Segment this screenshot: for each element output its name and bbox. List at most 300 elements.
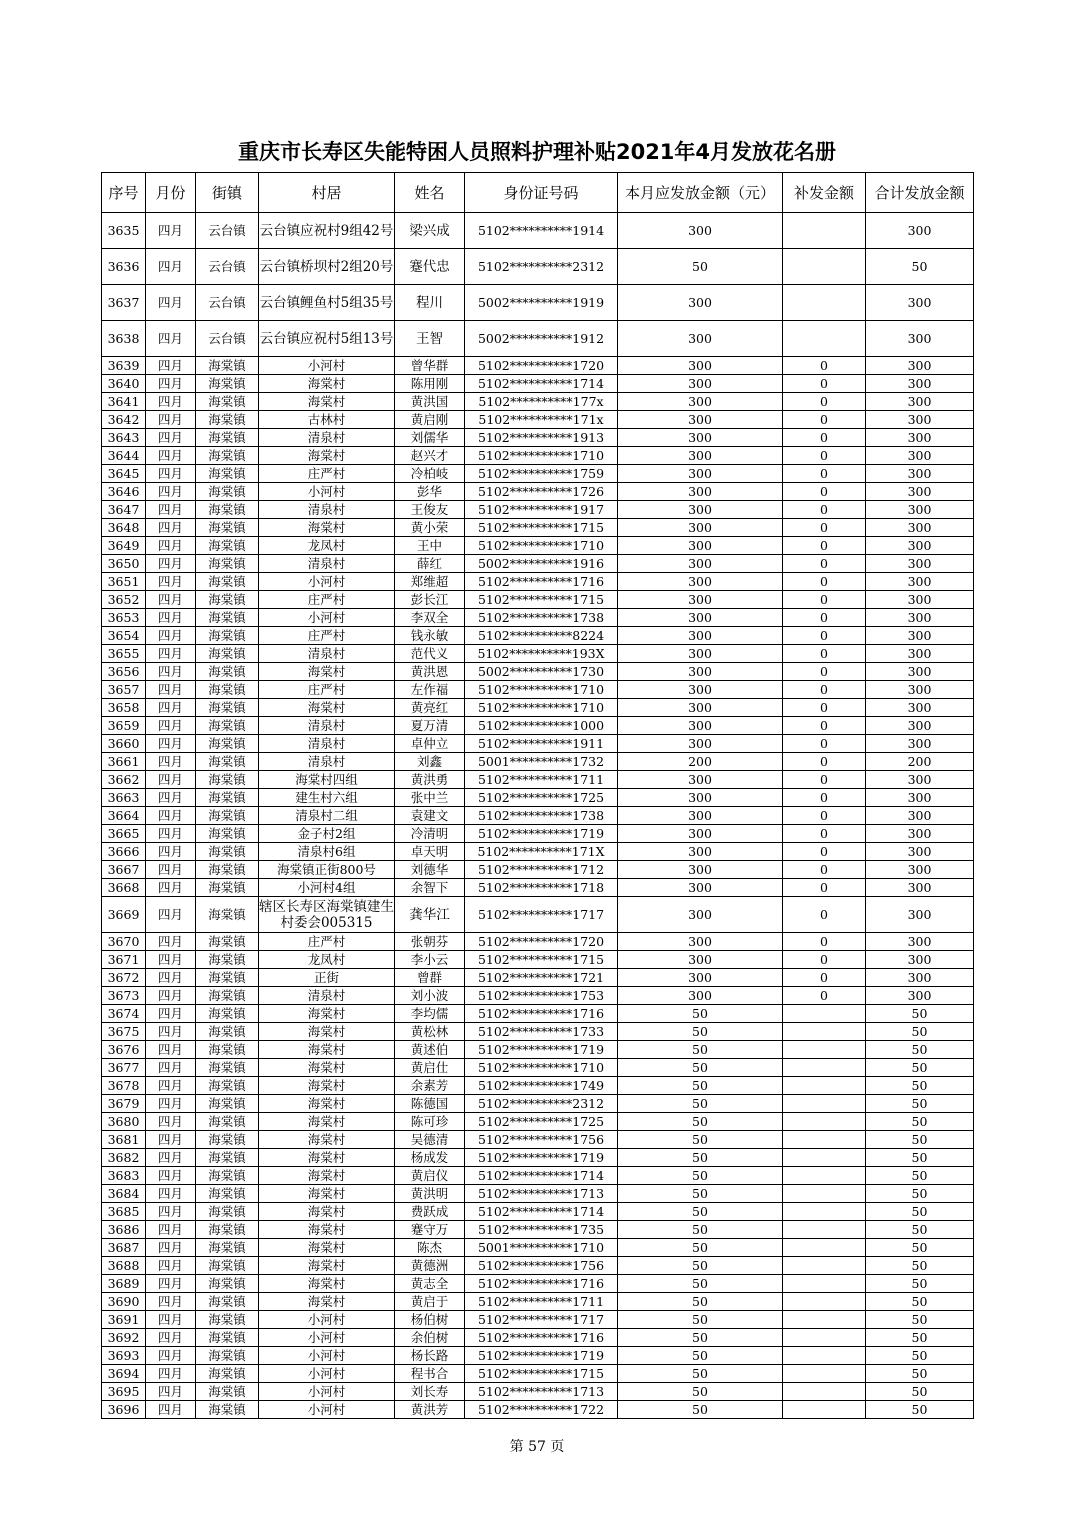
table-row xyxy=(102,1329,974,1347)
cell-amount: 300 xyxy=(618,357,783,375)
cell-month: 四月 xyxy=(146,897,196,933)
cell-month: 四月 xyxy=(146,645,196,663)
cell-town: 海棠镇 xyxy=(196,1041,259,1059)
cell-id: 5102**********1759 xyxy=(465,465,618,483)
cell-amount: 300 xyxy=(618,951,783,969)
cell-town: 海棠镇 xyxy=(196,1131,259,1149)
cell-total: 50 xyxy=(866,1239,974,1257)
cell-village: 庄严村 xyxy=(259,591,395,609)
table-row xyxy=(102,645,974,663)
cell-town: 海棠镇 xyxy=(196,807,259,825)
cell-total: 50 xyxy=(866,1059,974,1077)
cell-total: 300 xyxy=(866,411,974,429)
cell-town: 海棠镇 xyxy=(196,591,259,609)
cell-seq: 3650 xyxy=(102,555,146,573)
cell-supplement xyxy=(783,1023,866,1041)
table-row xyxy=(102,1257,974,1275)
cell-name: 范代义 xyxy=(395,645,465,663)
cell-village: 海棠镇正街800号 xyxy=(259,861,395,879)
cell-month: 四月 xyxy=(146,1365,196,1383)
table-row xyxy=(102,1041,974,1059)
cell-town: 海棠镇 xyxy=(196,465,259,483)
cell-month: 四月 xyxy=(146,411,196,429)
cell-seq: 3671 xyxy=(102,951,146,969)
cell-total: 300 xyxy=(866,879,974,897)
cell-month: 四月 xyxy=(146,285,196,321)
cell-name: 钱永敏 xyxy=(395,627,465,645)
header-supplement: 补发金额 xyxy=(783,173,866,213)
cell-total: 50 xyxy=(866,1203,974,1221)
cell-total: 300 xyxy=(866,393,974,411)
cell-supplement xyxy=(783,1203,866,1221)
table-row xyxy=(102,393,974,411)
cell-village: 小河村 xyxy=(259,573,395,591)
cell-town: 海棠镇 xyxy=(196,897,259,933)
cell-amount: 50 xyxy=(618,1113,783,1131)
cell-month: 四月 xyxy=(146,951,196,969)
cell-month: 四月 xyxy=(146,771,196,789)
cell-name: 杨长路 xyxy=(395,1347,465,1365)
table-row xyxy=(102,1131,974,1149)
cell-supplement xyxy=(783,1041,866,1059)
cell-supplement xyxy=(783,1257,866,1275)
cell-month: 四月 xyxy=(146,717,196,735)
cell-seq: 3675 xyxy=(102,1023,146,1041)
cell-month: 四月 xyxy=(146,1329,196,1347)
cell-id: 5102**********1725 xyxy=(465,789,618,807)
cell-name: 黄洪国 xyxy=(395,393,465,411)
cell-supplement: 0 xyxy=(783,843,866,861)
cell-amount: 50 xyxy=(618,249,783,285)
cell-supplement: 0 xyxy=(783,681,866,699)
cell-amount: 300 xyxy=(618,537,783,555)
cell-month: 四月 xyxy=(146,1077,196,1095)
cell-name: 郑维超 xyxy=(395,573,465,591)
cell-name: 黄洪明 xyxy=(395,1185,465,1203)
cell-id: 5102**********1911 xyxy=(465,735,618,753)
cell-month: 四月 xyxy=(146,393,196,411)
cell-id: 5102**********1720 xyxy=(465,933,618,951)
cell-village: 小河村 xyxy=(259,357,395,375)
cell-seq: 3674 xyxy=(102,1005,146,1023)
table-row xyxy=(102,591,974,609)
cell-seq: 3663 xyxy=(102,789,146,807)
cell-amount: 300 xyxy=(618,645,783,663)
cell-month: 四月 xyxy=(146,1239,196,1257)
cell-town: 海棠镇 xyxy=(196,429,259,447)
cell-name: 曾群 xyxy=(395,969,465,987)
cell-total: 300 xyxy=(866,897,974,933)
cell-village: 海棠村 xyxy=(259,1041,395,1059)
cell-total: 300 xyxy=(866,537,974,555)
cell-month: 四月 xyxy=(146,1257,196,1275)
table-row xyxy=(102,429,974,447)
cell-id: 5102**********1719 xyxy=(465,1041,618,1059)
cell-supplement: 0 xyxy=(783,771,866,789)
cell-name: 刘德华 xyxy=(395,861,465,879)
cell-id: 5002**********1912 xyxy=(465,321,618,357)
cell-month: 四月 xyxy=(146,663,196,681)
cell-id: 5102**********1719 xyxy=(465,1149,618,1167)
cell-seq: 3685 xyxy=(102,1203,146,1221)
cell-month: 四月 xyxy=(146,735,196,753)
cell-village: 庄严村 xyxy=(259,465,395,483)
cell-town: 海棠镇 xyxy=(196,1059,259,1077)
cell-id: 5102**********1719 xyxy=(465,825,618,843)
cell-seq: 3693 xyxy=(102,1347,146,1365)
cell-amount: 300 xyxy=(618,321,783,357)
cell-name: 陈杰 xyxy=(395,1239,465,1257)
cell-amount: 50 xyxy=(618,1239,783,1257)
cell-town: 海棠镇 xyxy=(196,951,259,969)
cell-seq: 3638 xyxy=(102,321,146,357)
table-row xyxy=(102,249,974,285)
cell-amount: 50 xyxy=(618,1131,783,1149)
cell-village: 海棠村 xyxy=(259,1203,395,1221)
cell-town: 海棠镇 xyxy=(196,1185,259,1203)
cell-town: 海棠镇 xyxy=(196,1167,259,1185)
cell-supplement: 0 xyxy=(783,447,866,465)
cell-total: 50 xyxy=(866,1041,974,1059)
cell-village: 海棠村 xyxy=(259,699,395,717)
cell-village: 海棠村 xyxy=(259,1275,395,1293)
table-row xyxy=(102,1221,974,1239)
cell-month: 四月 xyxy=(146,429,196,447)
cell-seq: 3680 xyxy=(102,1113,146,1131)
table-row xyxy=(102,357,974,375)
cell-supplement: 0 xyxy=(783,717,866,735)
cell-supplement: 0 xyxy=(783,429,866,447)
cell-name: 黄启于 xyxy=(395,1293,465,1311)
cell-name: 杨成发 xyxy=(395,1149,465,1167)
table-row xyxy=(102,1383,974,1401)
cell-amount: 50 xyxy=(618,1221,783,1239)
cell-amount: 300 xyxy=(618,735,783,753)
cell-amount: 300 xyxy=(618,699,783,717)
cell-name: 李双全 xyxy=(395,609,465,627)
cell-supplement xyxy=(783,1005,866,1023)
table-row xyxy=(102,807,974,825)
cell-village: 清泉村6组 xyxy=(259,843,395,861)
cell-seq: 3654 xyxy=(102,627,146,645)
cell-total: 50 xyxy=(866,1185,974,1203)
cell-id: 5102**********1713 xyxy=(465,1185,618,1203)
table-row xyxy=(102,843,974,861)
cell-month: 四月 xyxy=(146,807,196,825)
cell-name: 余智下 xyxy=(395,879,465,897)
table-row xyxy=(102,447,974,465)
cell-amount: 300 xyxy=(618,285,783,321)
cell-town: 海棠镇 xyxy=(196,483,259,501)
cell-month: 四月 xyxy=(146,1221,196,1239)
cell-seq: 3645 xyxy=(102,465,146,483)
cell-seq: 3642 xyxy=(102,411,146,429)
cell-amount: 300 xyxy=(618,861,783,879)
table-row xyxy=(102,1401,974,1419)
header-row xyxy=(102,173,974,213)
cell-amount: 300 xyxy=(618,825,783,843)
cell-supplement: 0 xyxy=(783,789,866,807)
cell-name: 袁建文 xyxy=(395,807,465,825)
cell-seq: 3673 xyxy=(102,987,146,1005)
cell-supplement: 0 xyxy=(783,411,866,429)
cell-amount: 300 xyxy=(618,609,783,627)
table-row xyxy=(102,969,974,987)
cell-total: 300 xyxy=(866,591,974,609)
table-row xyxy=(102,735,974,753)
cell-village: 云台镇桥坝村2组20号 xyxy=(259,249,395,285)
cell-village: 云台镇应祝村9组42号 xyxy=(259,213,395,249)
cell-town: 海棠镇 xyxy=(196,663,259,681)
cell-total: 50 xyxy=(866,1023,974,1041)
cell-amount: 300 xyxy=(618,573,783,591)
cell-total: 50 xyxy=(866,1329,974,1347)
cell-name: 张中兰 xyxy=(395,789,465,807)
cell-seq: 3665 xyxy=(102,825,146,843)
cell-month: 四月 xyxy=(146,447,196,465)
cell-month: 四月 xyxy=(146,519,196,537)
cell-month: 四月 xyxy=(146,843,196,861)
cell-village: 清泉村 xyxy=(259,717,395,735)
cell-id: 5102**********177x xyxy=(465,393,618,411)
cell-month: 四月 xyxy=(146,1311,196,1329)
cell-name: 李小云 xyxy=(395,951,465,969)
cell-village: 庄严村 xyxy=(259,933,395,951)
cell-total: 300 xyxy=(866,609,974,627)
cell-name: 黄松林 xyxy=(395,1023,465,1041)
cell-id: 5102**********1714 xyxy=(465,1203,618,1221)
cell-supplement: 0 xyxy=(783,609,866,627)
cell-town: 海棠镇 xyxy=(196,393,259,411)
cell-name: 冷清明 xyxy=(395,825,465,843)
table-row xyxy=(102,663,974,681)
cell-supplement xyxy=(783,1167,866,1185)
cell-amount: 300 xyxy=(618,879,783,897)
cell-amount: 300 xyxy=(618,483,783,501)
cell-amount: 300 xyxy=(618,969,783,987)
page-number: 第 57 页 xyxy=(509,1439,565,1455)
cell-name: 费跃成 xyxy=(395,1203,465,1221)
cell-amount: 50 xyxy=(618,1329,783,1347)
cell-month: 四月 xyxy=(146,321,196,357)
table-row xyxy=(102,951,974,969)
cell-total: 50 xyxy=(866,1383,974,1401)
cell-town: 海棠镇 xyxy=(196,789,259,807)
cell-village: 清泉村 xyxy=(259,645,395,663)
cell-town: 海棠镇 xyxy=(196,735,259,753)
cell-id: 5102**********1714 xyxy=(465,1167,618,1185)
cell-name: 刘小波 xyxy=(395,987,465,1005)
cell-supplement: 0 xyxy=(783,501,866,519)
cell-month: 四月 xyxy=(146,1275,196,1293)
cell-supplement: 0 xyxy=(783,861,866,879)
cell-id: 5102**********1726 xyxy=(465,483,618,501)
cell-village: 海棠村 xyxy=(259,1185,395,1203)
cell-total: 300 xyxy=(866,699,974,717)
cell-village: 清泉村 xyxy=(259,987,395,1005)
cell-seq: 3670 xyxy=(102,933,146,951)
cell-village: 清泉村二组 xyxy=(259,807,395,825)
cell-name: 卓仲立 xyxy=(395,735,465,753)
table-row xyxy=(102,771,974,789)
table-row xyxy=(102,699,974,717)
cell-total: 300 xyxy=(866,933,974,951)
table-row xyxy=(102,933,974,951)
cell-village: 小河村 xyxy=(259,1347,395,1365)
cell-amount: 300 xyxy=(618,627,783,645)
cell-month: 四月 xyxy=(146,861,196,879)
cell-village: 古林村 xyxy=(259,411,395,429)
cell-month: 四月 xyxy=(146,933,196,951)
cell-name: 王中 xyxy=(395,537,465,555)
cell-seq: 3696 xyxy=(102,1401,146,1419)
cell-supplement: 0 xyxy=(783,987,866,1005)
cell-supplement xyxy=(783,1365,866,1383)
cell-id: 5102**********1720 xyxy=(465,357,618,375)
cell-supplement xyxy=(783,1149,866,1167)
cell-id: 5102**********193X xyxy=(465,645,618,663)
cell-town: 海棠镇 xyxy=(196,681,259,699)
cell-id: 5102**********1914 xyxy=(465,213,618,249)
cell-supplement xyxy=(783,1293,866,1311)
cell-total: 300 xyxy=(866,429,974,447)
table-row xyxy=(102,717,974,735)
cell-total: 50 xyxy=(866,1221,974,1239)
cell-name: 李均儒 xyxy=(395,1005,465,1023)
table-row xyxy=(102,1167,974,1185)
cell-month: 四月 xyxy=(146,483,196,501)
cell-name: 刘儒华 xyxy=(395,429,465,447)
cell-month: 四月 xyxy=(146,1131,196,1149)
cell-town: 海棠镇 xyxy=(196,645,259,663)
header-total: 合计发放金额 xyxy=(866,173,974,213)
cell-amount: 50 xyxy=(618,1059,783,1077)
cell-month: 四月 xyxy=(146,1203,196,1221)
cell-supplement: 0 xyxy=(783,951,866,969)
cell-seq: 3683 xyxy=(102,1167,146,1185)
cell-town: 海棠镇 xyxy=(196,519,259,537)
cell-village: 小河村 xyxy=(259,609,395,627)
cell-total: 50 xyxy=(866,1311,974,1329)
cell-village: 云台镇鲤鱼村5组35号 xyxy=(259,285,395,321)
cell-amount: 50 xyxy=(618,1257,783,1275)
cell-village: 海棠村四组 xyxy=(259,771,395,789)
cell-village: 辖区长寿区海棠镇建生村委会005315 xyxy=(259,898,394,931)
cell-id: 5102**********1756 xyxy=(465,1131,618,1149)
cell-amount: 50 xyxy=(618,1185,783,1203)
cell-seq: 3688 xyxy=(102,1257,146,1275)
cell-id: 5102**********1716 xyxy=(465,1329,618,1347)
cell-name: 黄启仪 xyxy=(395,1167,465,1185)
cell-seq: 3676 xyxy=(102,1041,146,1059)
cell-name: 王智 xyxy=(395,321,465,357)
cell-name: 冷柏岐 xyxy=(395,465,465,483)
cell-total: 300 xyxy=(866,375,974,393)
cell-total: 50 xyxy=(866,1257,974,1275)
cell-month: 四月 xyxy=(146,465,196,483)
cell-town: 云台镇 xyxy=(196,285,259,321)
cell-amount: 50 xyxy=(618,1005,783,1023)
cell-supplement xyxy=(783,1059,866,1077)
cell-id: 5102**********1710 xyxy=(465,1059,618,1077)
cell-village: 清泉村 xyxy=(259,555,395,573)
cell-seq: 3660 xyxy=(102,735,146,753)
cell-village: 海棠村 xyxy=(259,1257,395,1275)
table-row xyxy=(102,987,974,1005)
cell-town: 海棠镇 xyxy=(196,1383,259,1401)
cell-month: 四月 xyxy=(146,879,196,897)
cell-supplement: 0 xyxy=(783,357,866,375)
table-row xyxy=(102,1113,974,1131)
cell-village: 建生村六组 xyxy=(259,789,395,807)
cell-id: 5102**********8224 xyxy=(465,627,618,645)
cell-amount: 300 xyxy=(618,393,783,411)
cell-supplement xyxy=(783,285,866,321)
cell-supplement: 0 xyxy=(783,591,866,609)
table-row xyxy=(102,825,974,843)
cell-name: 黄德洲 xyxy=(395,1257,465,1275)
cell-seq: 3681 xyxy=(102,1131,146,1149)
roster-table xyxy=(101,172,974,1419)
cell-amount: 300 xyxy=(618,789,783,807)
header-id: 身份证号码 xyxy=(465,173,618,213)
cell-village: 正街 xyxy=(259,969,395,987)
cell-town: 海棠镇 xyxy=(196,1203,259,1221)
cell-amount: 300 xyxy=(618,447,783,465)
cell-supplement: 0 xyxy=(783,645,866,663)
cell-supplement xyxy=(783,1383,866,1401)
cell-id: 5102**********1756 xyxy=(465,1257,618,1275)
cell-total: 300 xyxy=(866,321,974,357)
cell-total: 300 xyxy=(866,465,974,483)
cell-id: 5102**********1738 xyxy=(465,807,618,825)
cell-total: 300 xyxy=(866,807,974,825)
cell-total: 50 xyxy=(866,1347,974,1365)
cell-total: 300 xyxy=(866,483,974,501)
cell-total: 300 xyxy=(866,573,974,591)
cell-village: 海棠村 xyxy=(259,1221,395,1239)
cell-town: 云台镇 xyxy=(196,321,259,357)
cell-amount: 300 xyxy=(618,519,783,537)
table-row xyxy=(102,1023,974,1041)
cell-village: 海棠村 xyxy=(259,1131,395,1149)
cell-supplement xyxy=(783,213,866,249)
cell-month: 四月 xyxy=(146,627,196,645)
cell-village: 小河村 xyxy=(259,1365,395,1383)
cell-name: 黄志全 xyxy=(395,1275,465,1293)
cell-id: 5002**********1919 xyxy=(465,285,618,321)
cell-name: 梁兴成 xyxy=(395,213,465,249)
cell-supplement xyxy=(783,249,866,285)
cell-amount: 50 xyxy=(618,1275,783,1293)
header-town: 街镇 xyxy=(196,173,259,213)
cell-town: 海棠镇 xyxy=(196,1113,259,1131)
cell-village: 云台镇应祝村5组13号 xyxy=(259,321,395,357)
cell-seq: 3669 xyxy=(102,897,146,933)
cell-amount: 300 xyxy=(618,807,783,825)
cell-id: 5102**********1722 xyxy=(465,1401,618,1419)
cell-village: 海棠村 xyxy=(259,447,395,465)
cell-town: 海棠镇 xyxy=(196,555,259,573)
cell-name: 张朝芬 xyxy=(395,933,465,951)
table-row xyxy=(102,213,974,249)
cell-supplement xyxy=(783,1077,866,1095)
cell-town: 海棠镇 xyxy=(196,879,259,897)
table-row xyxy=(102,609,974,627)
cell-total: 300 xyxy=(866,825,974,843)
table-row xyxy=(102,789,974,807)
table-row xyxy=(102,1005,974,1023)
